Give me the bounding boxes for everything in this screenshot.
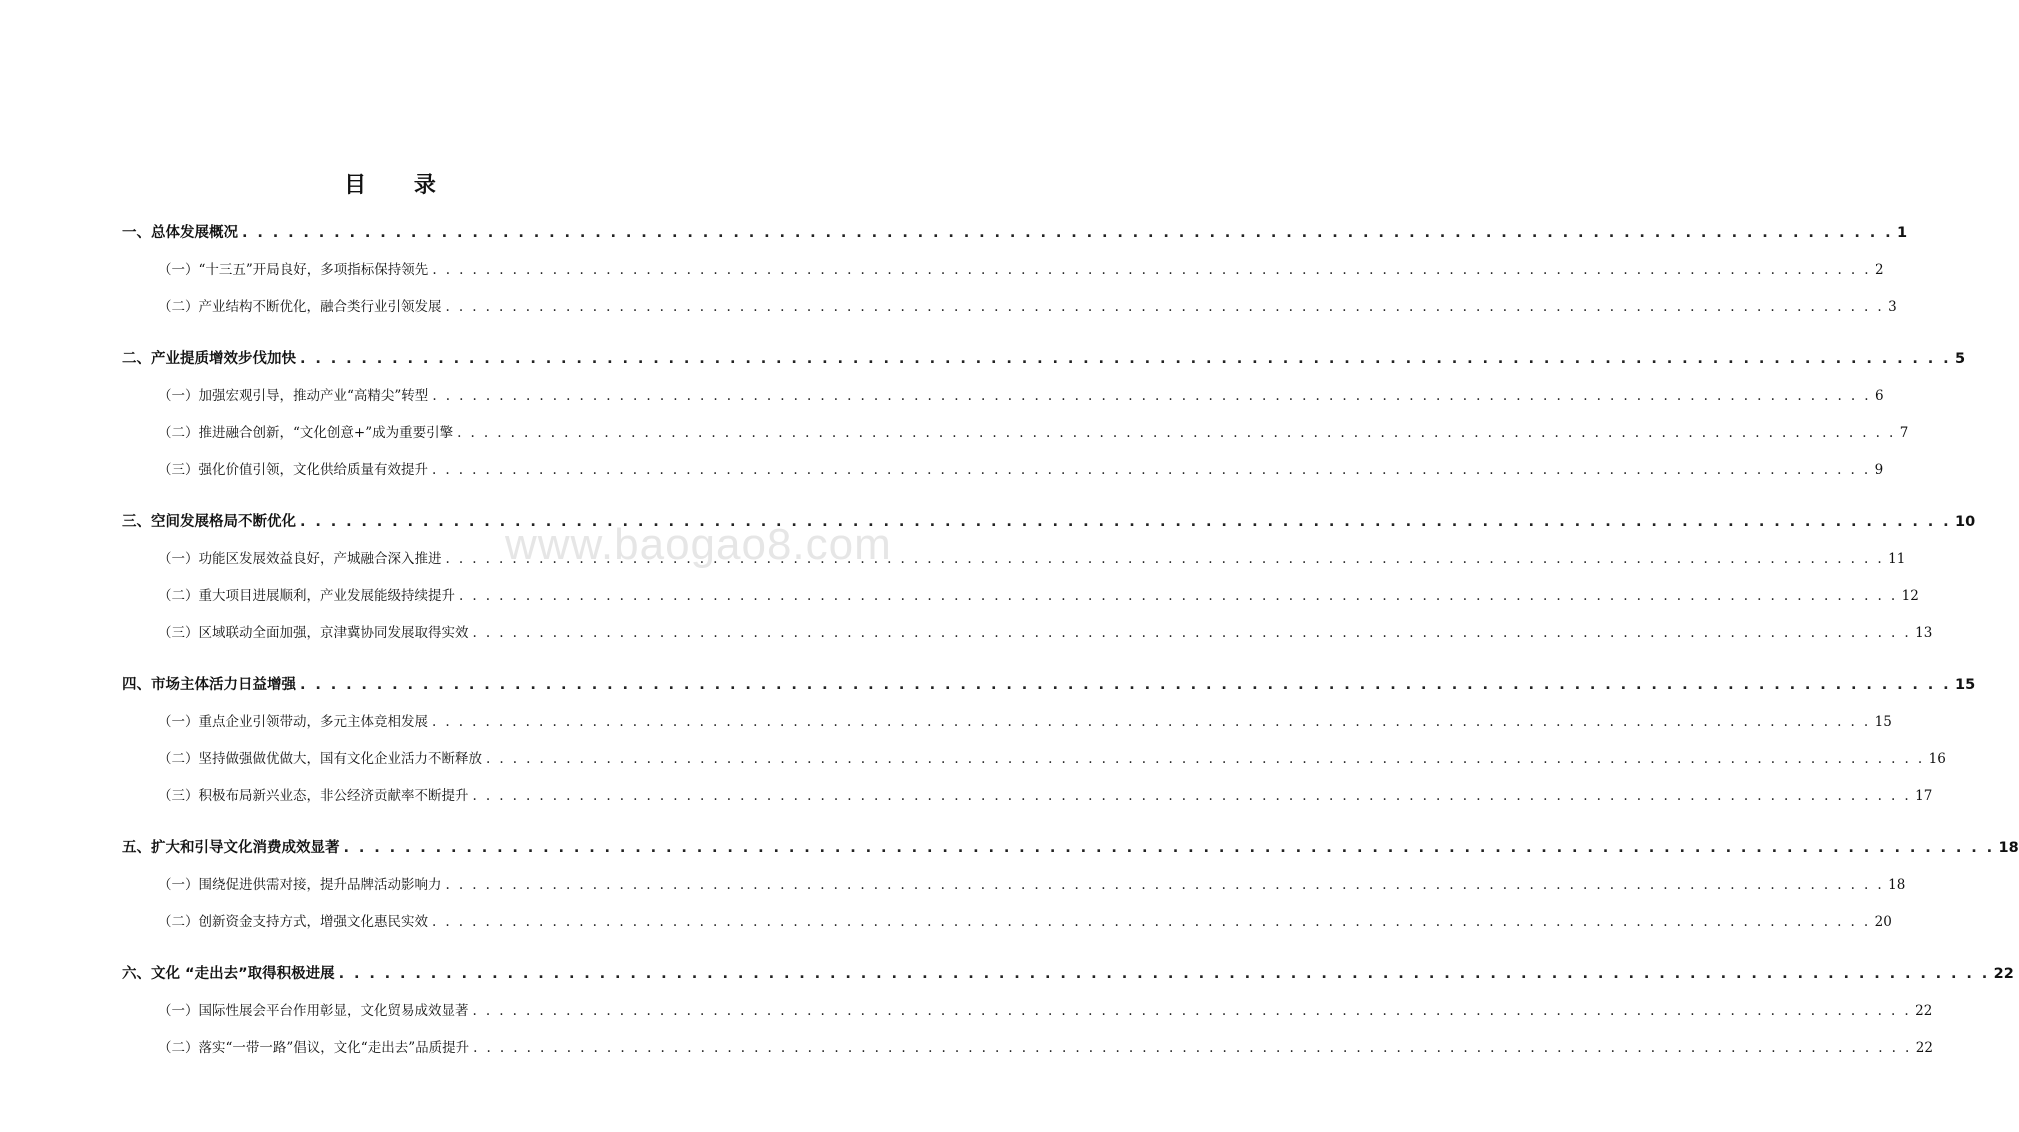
dot-leader (446, 548, 1885, 570)
toc-entry-label: （一）国际性展会平台作用彰显，文化贸易成效显著 (158, 1003, 469, 1019)
toc-page-number: 11 (1888, 551, 1906, 567)
toc-chapter-entry[interactable] (122, 674, 1976, 696)
toc-entry-label: （一）围绕促进供需对接，提升品牌活动影响力 (158, 877, 442, 893)
toc-entry-label: （一）功能区发展效益良好，产城融合深入推进 (158, 551, 442, 567)
dot-leader (339, 963, 1990, 985)
toc-page-number: 6 (1874, 388, 1884, 404)
toc-page-number: 17 (1915, 788, 1933, 804)
toc-entry-label: （二）推进融合创新，“文化创意+”成为重要引擎 (158, 425, 454, 441)
toc-entry-label: （二）产业结构不断优化，融合类行业引领发展 (158, 299, 442, 315)
toc-section (122, 348, 1966, 481)
toc-subsection-entry[interactable] (122, 911, 1892, 933)
toc-entry-label: （三）强化价值引领，文化供给质量有效提升 (158, 462, 428, 478)
toc-page-number: 10 (1955, 514, 1976, 530)
dot-leader (473, 785, 1912, 807)
dot-leader (432, 711, 1871, 733)
dot-leader (344, 837, 1995, 859)
dot-leader (473, 1000, 1912, 1022)
toc-section (122, 222, 1908, 318)
dot-leader (300, 511, 1951, 533)
dot-leader (300, 674, 1951, 696)
toc-subsection-entry[interactable] (122, 622, 1933, 644)
toc-page-number: 20 (1874, 914, 1892, 930)
toc-entry-label: （二）落实“一带一路”倡议，文化“走出去”品质提升 (158, 1040, 470, 1056)
toc-entry-label: 二、产业提质增效步伐加快 (122, 351, 296, 367)
toc-page-number: 18 (1888, 877, 1906, 893)
toc-section (122, 963, 2014, 1059)
toc-chapter-entry[interactable] (122, 222, 1908, 244)
toc-page-number: 2 (1874, 262, 1884, 278)
toc-entry-label: （二）重大项目进展顺利，产业发展能级持续提升 (158, 588, 455, 604)
toc-entry-label: （三）积极布局新兴业态，非公经济贡献率不断提升 (158, 788, 469, 804)
toc-chapter-entry[interactable] (122, 837, 2019, 859)
toc-page-number: 15 (1955, 677, 1976, 693)
dot-leader (432, 459, 1871, 481)
watermark-text: www.baogao8.com (505, 520, 892, 569)
dot-leader (432, 385, 1871, 407)
toc-entry-label: （一）“十三五”开局良好，多项指标保持领先 (158, 262, 429, 278)
toc-page-number: 18 (1998, 840, 2019, 856)
toc-page-number: 7 (1899, 425, 1909, 441)
toc-subsection-entry[interactable] (122, 548, 1906, 570)
dot-leader (432, 259, 1871, 281)
toc-entry-label: （二）坚持做强做优做大，国有文化企业活力不断释放 (158, 751, 482, 767)
toc-subsection-entry[interactable] (122, 296, 1897, 318)
toc-section (122, 837, 2019, 933)
toc-page-number: 16 (1928, 751, 1946, 767)
toc-subsection-entry[interactable] (122, 259, 1884, 281)
dot-leader (473, 622, 1912, 644)
dot-leader (300, 348, 1951, 370)
toc-chapter-entry[interactable] (122, 963, 2014, 985)
toc-subsection-entry[interactable] (122, 1037, 1933, 1059)
toc-subsection-entry[interactable] (122, 711, 1892, 733)
toc-page-number: 5 (1955, 351, 1966, 367)
toc-page-number: 13 (1915, 625, 1933, 641)
toc-page-number: 22 (1993, 966, 2014, 982)
toc-entry-label: （一）重点企业引领带动，多元主体竞相发展 (158, 714, 428, 730)
dot-leader (459, 585, 1898, 607)
toc-entry-label: 六、文化 “走出去”取得积极进展 (122, 966, 335, 982)
toc-subsection-entry[interactable] (122, 748, 1946, 770)
dot-leader (446, 296, 1885, 318)
toc-page-number: 22 (1915, 1040, 1933, 1056)
toc-entry-label: 四、市场主体活力日益增强 (122, 677, 296, 693)
toc-page-number: 3 (1888, 299, 1897, 315)
toc-page-number: 1 (1897, 225, 1908, 241)
toc-entry-label: 五、扩大和引导文化消费成效显著 (122, 840, 340, 856)
toc-subsection-entry[interactable] (122, 1000, 1933, 1022)
dot-leader (432, 911, 1871, 933)
toc-entry-label: （二）创新资金支持方式，增强文化惠民实效 (158, 914, 428, 930)
toc-subsection-entry[interactable] (122, 585, 1919, 607)
toc-entry-label: 一、总体发展概况 (122, 225, 238, 241)
toc-subsection-entry[interactable] (122, 459, 1884, 481)
page-title: 目 录 (344, 173, 456, 198)
toc-page-number: 12 (1901, 588, 1919, 604)
toc-chapter-entry[interactable] (122, 511, 1976, 533)
toc-entry-label: 三、空间发展格局不断优化 (122, 514, 296, 530)
toc-subsection-entry[interactable] (122, 874, 1906, 896)
toc-chapter-entry[interactable] (122, 348, 1966, 370)
dot-leader (446, 874, 1885, 896)
toc-page-number: 15 (1874, 714, 1892, 730)
toc-subsection-entry[interactable] (122, 785, 1933, 807)
toc-subsection-entry[interactable] (122, 385, 1884, 407)
dot-leader (457, 422, 1896, 444)
toc-page-number: 22 (1915, 1003, 1933, 1019)
toc-entry-label: （三）区域联动全面加强，京津冀协同发展取得实效 (158, 625, 469, 641)
dot-leader (486, 748, 1925, 770)
toc-subsection-entry[interactable] (122, 422, 1909, 444)
dot-leader (242, 222, 1893, 244)
toc-page-number: 9 (1874, 462, 1884, 478)
dot-leader (473, 1037, 1912, 1059)
toc-section (122, 674, 1976, 807)
toc-entry-label: （一）加强宏观引导，推动产业“高精尖”转型 (158, 388, 429, 404)
